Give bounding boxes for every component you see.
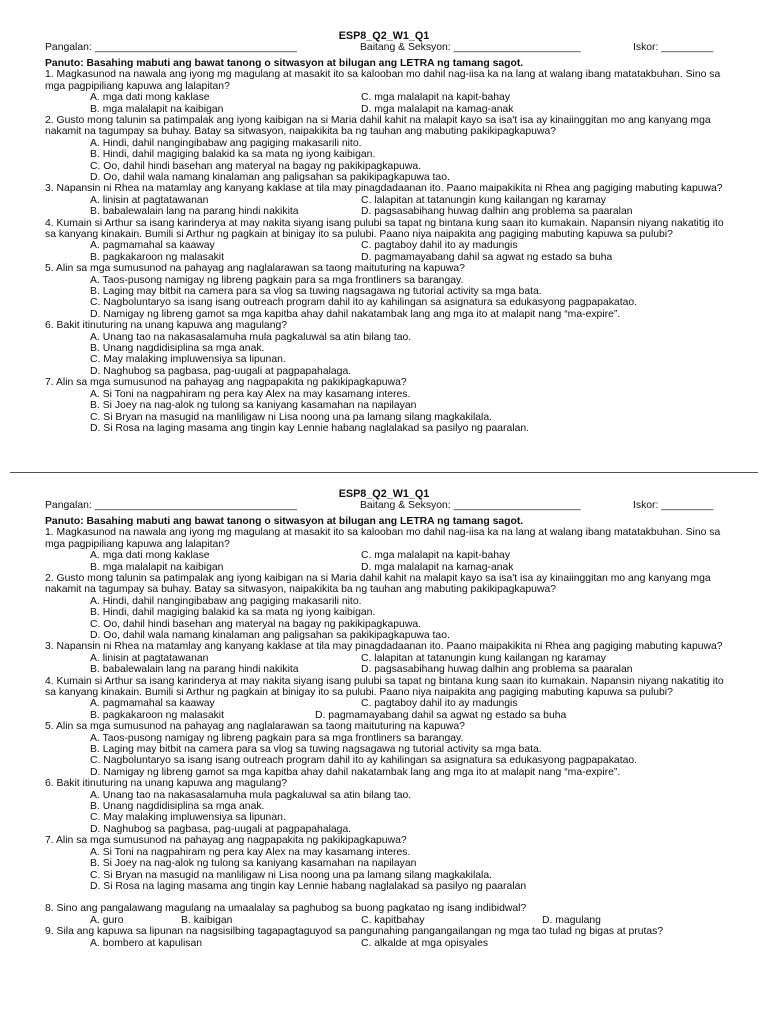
- question-9-options-row: [45, 938, 723, 949]
- option-b[interactable]: B. Unang nagdidisiplina sa mga anak.: [90, 801, 265, 813]
- question-3-options-row-2: [45, 206, 723, 217]
- option-c[interactable]: C. lalapitan at tatanungin kung kailangan ng karamay: [361, 652, 606, 664]
- question-2-text: 2. Gusto mong talunin sa patimpalak ang iyong kaibigan na si Maria dahil kahit na malapit kayo sa isa't isa ay kinaiinggitan mo ang kanyang mga: [45, 573, 711, 584]
- option-a[interactable]: A. mga dati mong kaklase: [90, 550, 210, 562]
- option-a[interactable]: A. Unang tao na nakasasalamuha mula pagkaluwal sa atin bilang tao.: [90, 789, 412, 801]
- question-4-options-row-1: [45, 698, 723, 709]
- option-c[interactable]: C. Oo, dahil hindi basehan ang materyal na bagay ng pakikipagkapuwa.: [90, 618, 421, 630]
- question-4-text: 4. Kumain si Arthur sa isang karinderya at may nakita siyang isang pulubi sa tapat ng bintana kung saan ito kumakain. Napansin niyang nakatitig ito: [45, 675, 724, 687]
- option-c[interactable]: C. Si Bryan na masugid na manliligaw ni Lisa noong una pa lamang silang magkakilala.: [90, 411, 493, 423]
- question-4-options-row-1: [45, 240, 723, 251]
- question-6-text: 6. Bakit itinuturing na unang kapuwa ang magulang?: [45, 320, 288, 332]
- option-c[interactable]: C. May malaking impluwensiya sa lipunan.: [90, 812, 286, 824]
- option-a[interactable]: A. Si Toni na nagpahiram ng pera kay Alex na may kasamang interes.: [90, 388, 411, 400]
- option-b[interactable]: B. Hindi, dahil magiging balakid ka sa mata ng iyong kaibigan.: [90, 149, 376, 161]
- instructions: Panuto: Basahing mabuti ang bawat tanong o sitwasyon at bilugan ang LETRA ng tamang sagot.: [45, 58, 524, 69]
- option-d[interactable]: D. Si Rosa na laging masama ang tingin kay Lennie habang naglalakad sa pasilyo ng paaralan.: [90, 422, 530, 434]
- option-b[interactable]: B. mga malalapit na kaibigan: [90, 561, 224, 573]
- blank-spacer: [45, 892, 723, 903]
- option-a[interactable]: A. guro: [90, 914, 124, 926]
- option-d[interactable]: D. Oo, dahil wala namang kinalaman ang paligsahan sa pakikipagkapuwa tao.: [90, 630, 450, 642]
- score-field: Iskor: _________: [633, 42, 714, 53]
- option-d[interactable]: D. mga malalapit na kamag-anak: [361, 561, 514, 573]
- option-b[interactable]: B. mga malalapit na kaibigan: [90, 103, 224, 115]
- name-field: Pangalan: ___________________________________: [45, 42, 297, 53]
- option-b[interactable]: B. Si Joey na nag-alok ng tulong sa kaniyang kasamahan na napilayan: [90, 400, 417, 412]
- option-d[interactable]: D. Namigay ng libreng gamot sa mga kapitba ahay dahil nakatambak lang ang mga ito at malapit nang “ma-expire”.: [90, 308, 621, 320]
- question-3-text: 3. Napansin ni Rhea na matamlay ang kanyang kaklase at tila may pinagdadaanan ito. Paano maipakikita ni Rhea ang pagiging mabuting kapuwa?: [45, 641, 723, 653]
- quiz-sheet-1: [45, 30, 723, 434]
- question-3-text: 3. Napansin ni Rhea na matamlay ang kanyang kaklase at tila may pinagdadaanan ito. Paano maipakikita ni Rhea ang pagiging mabuting kapuwa?: [45, 183, 723, 195]
- option-a[interactable]: A. pagmamahal sa kaaway: [90, 698, 215, 710]
- question-4-text-cont: sa kanyang kinakain. Bumili si Arthur ng pagkain at binigay ito sa pulubi. Paano niya naipakita ang pagiging mabuting kapuwa sa pulubi?: [45, 229, 673, 241]
- option-b[interactable]: B. Si Joey na nag-alok ng tulong sa kaniyang kasamahan na napilayan: [90, 858, 417, 870]
- option-c[interactable]: C. Nagboluntaryo sa isang isang outreach program dahil ito ay kahilingan sa asignatura sa edukasyong pagpapakatao.: [90, 755, 638, 767]
- option-d[interactable]: D. Namigay ng libreng gamot sa mga kapitba ahay dahil nakatambak lang ang mga ito at malapit nang “ma-expire”.: [90, 766, 621, 778]
- question-2-text-cont: nakamit na tagumpay sa buhay. Batay sa sitwasyon, naipakikita ba ng tauhan ang mabuting pakikipagkapuwa?: [45, 584, 557, 596]
- option-b[interactable]: B. Laging may bitbit na camera para sa vlog sa tuwing nagsagawa ng tutorial activity sa mga bata.: [90, 286, 542, 298]
- question-4-options-row-2: [45, 252, 723, 263]
- question-1-options-row-2: [45, 104, 723, 115]
- quiz-title: ESP8_Q2_W1_Q1: [338, 30, 430, 42]
- question-1-text-cont: mga pagpipiliang kapuwa ang lalapitan?: [45, 538, 230, 550]
- option-b[interactable]: B. kaibigan: [181, 914, 233, 926]
- question-9-text: 9. Sila ang kapuwa sa lipunan na nagsisilbing tagapagtaguyod sa pangunahing pangangailangan ng mga tao tulad ng bigas at prutas?: [45, 926, 664, 938]
- option-c[interactable]: C. pagtaboy dahil ito ay madungis: [361, 698, 518, 710]
- option-a[interactable]: A. pagmamahal sa kaaway: [90, 240, 215, 252]
- option-d[interactable]: D. Oo, dahil wala namang kinalaman ang paligsahan sa pakikipagkapuwa tao.: [90, 172, 450, 184]
- option-c[interactable]: C. lalapitan at tatanungin kung kailangan ng karamay: [361, 194, 606, 206]
- option-a[interactable]: A. bombero at kapulisan: [90, 937, 203, 949]
- question-1-options-row-2: [45, 562, 723, 573]
- option-d[interactable]: D. Si Rosa na laging masama ang tingin kay Lennie habang naglalakad sa pasilyo ng paaralan: [90, 880, 527, 892]
- option-a[interactable]: A. mga dati mong kaklase: [90, 92, 210, 104]
- option-d[interactable]: D. pagmamayabang dahil sa agwat ng estado sa buha: [361, 251, 613, 263]
- score-field: Iskor: _________: [633, 500, 714, 511]
- question-3-options-row-1: [45, 653, 723, 664]
- quiz-sheet-2: [45, 488, 723, 949]
- question-1-text: 1. Magkasunod na nawala ang iyong mg magulang at masakit ito sa kalooban mo dahil nag-iisa ka na lang at walang ibang matatakbuhan. Sino sa: [45, 69, 721, 81]
- question-1-options-row-1: [45, 550, 723, 561]
- option-c[interactable]: C. Oo, dahil hindi basehan ang materyal na bagay ng pakikipagkapuwa.: [90, 160, 421, 172]
- question-1-text-cont: mga pagpipiliang kapuwa ang lalapitan?: [45, 80, 230, 92]
- option-c[interactable]: C. kapitbahay: [361, 914, 425, 926]
- option-b[interactable]: B. Laging may bitbit na camera para sa vlog sa tuwing nagsagawa ng tutorial activity sa mga bata.: [90, 744, 542, 756]
- option-c[interactable]: C. mga malalapit na kapit-bahay: [361, 550, 511, 562]
- option-c[interactable]: C. pagtaboy dahil ito ay madungis: [361, 240, 518, 252]
- option-b[interactable]: B. Unang nagdidisiplina sa mga anak.: [90, 343, 265, 355]
- option-d[interactable]: D. Naghubog sa pagbasa, pag-uugali at pagpapahalaga.: [90, 823, 352, 835]
- option-c[interactable]: C. alkalde at mga opisyales: [361, 937, 489, 949]
- header-fields: [45, 500, 723, 513]
- question-8-text: 8. Sino ang pangalawang magulang na umaalalay sa paghubog sa buong pagkatao ng isang indibidwal?: [45, 903, 527, 915]
- option-d[interactable]: D. pagmamayabang dahil sa agwat ng estado sa buha: [315, 709, 567, 721]
- option-c[interactable]: C. Nagboluntaryo sa isang isang outreach program dahil ito ay kahilingan sa asignatura sa edukasyong pagpapakatao.: [90, 297, 638, 309]
- question-4-options-row-2: [45, 710, 723, 721]
- option-d[interactable]: D. Naghubog sa pagbasa, pag-uugali at pagpapahalaga.: [90, 365, 352, 377]
- question-7-text: 7. Alin sa mga sumusunod na pahayag ang nagpapakita ng pakikipagkapuwa?: [45, 835, 407, 847]
- option-b[interactable]: B. pagkakaroon ng malasakit: [90, 251, 225, 263]
- question-2-text: 2. Gusto mong talunin sa patimpalak ang iyong kaibigan na si Maria dahil kahit na malapit kayo sa isa't isa ay kinaiinggitan mo ang kanyang mga: [45, 115, 711, 126]
- option-d[interactable]: D. pagsasabihang huwag dalhin ang problema sa paaralan: [361, 664, 633, 676]
- question-4-text: 4. Kumain si Arthur sa isang karinderya at may nakita siyang isang pulubi sa tapat ng bintana kung saan ito kumakain. Napansin niyang nakatitig ito: [45, 217, 724, 229]
- option-a[interactable]: A. Taos-pusong namigay ng libreng pagkain para sa mga frontliners sa barangay.: [90, 274, 464, 286]
- question-5-text: 5. Alin sa mga sumusunod na pahayag ang naglalarawan sa taong maituturing na kapuwa?: [45, 721, 465, 733]
- quiz-title: ESP8_Q2_W1_Q1: [338, 488, 430, 500]
- option-a[interactable]: A. Taos-pusong namigay ng libreng pagkain para sa mga frontliners sa barangay.: [90, 732, 464, 744]
- option-a[interactable]: A. Unang tao na nakasasalamuha mula pagkaluwal sa atin bilang tao.: [90, 331, 412, 343]
- question-4-text-cont: sa kanyang kinakain. Bumili si Arthur ng pagkain at binigay ito sa pulubi. Paano niya naipakita ang pagiging mabuting kapuwa sa pulubi?: [45, 687, 673, 699]
- option-b[interactable]: B. babalewalain lang na parang hindi nakikita: [90, 664, 299, 676]
- option-a[interactable]: A. linisin at pagtatawanan: [90, 652, 209, 664]
- option-d[interactable]: D. mga malalapit na kamag-anak: [361, 103, 514, 115]
- question-1-options-row-1: [45, 92, 723, 103]
- option-b[interactable]: B. babalewalain lang na parang hindi nakikita: [90, 206, 299, 218]
- instructions: Panuto: Basahing mabuti ang bawat tanong o sitwasyon at bilugan ang LETRA ng tamang sagot.: [45, 516, 524, 527]
- option-a[interactable]: A. Si Toni na nagpahiram ng pera kay Alex na may kasamang interes.: [90, 846, 411, 858]
- question-8-options-row: [45, 915, 723, 926]
- option-d[interactable]: D. pagsasabihang huwag dalhin ang problema sa paaralan: [361, 206, 633, 218]
- option-a[interactable]: A. linisin at pagtatawanan: [90, 194, 209, 206]
- grade-section-field: Baitang & Seksyon: ______________________: [360, 42, 581, 53]
- grade-section-field: Baitang & Seksyon: ______________________: [360, 500, 581, 511]
- question-7-text: 7. Alin sa mga sumusunod na pahayag ang nagpapakita ng pakikipagkapuwa?: [45, 377, 407, 389]
- option-a[interactable]: A. Hindi, dahil nangingibabaw ang pagiging makasarili nito.: [90, 595, 362, 607]
- question-3-options-row-2: [45, 664, 723, 675]
- question-2-text-cont: nakamit na tagumpay sa buhay. Batay sa sitwasyon, naipakikita ba ng tauhan ang mabuting pakikipagkapuwa?: [45, 126, 557, 138]
- question-5-text: 5. Alin sa mga sumusunod na pahayag ang naglalarawan sa taong maituturing na kapuwa?: [45, 263, 465, 275]
- option-c[interactable]: C. mga malalapit na kapit-bahay: [361, 92, 511, 104]
- option-c[interactable]: C. Si Bryan na masugid na manliligaw ni Lisa noong una pa lamang silang magkakilala.: [90, 869, 493, 881]
- header-fields: [45, 42, 723, 55]
- option-c[interactable]: C. May malaking impluwensiya sa lipunan.: [90, 354, 286, 366]
- option-b[interactable]: B. pagkakaroon ng malasakit: [90, 709, 225, 721]
- question-6-text: 6. Bakit itinuturing na unang kapuwa ang magulang?: [45, 778, 288, 790]
- question-3-options-row-1: [45, 195, 723, 206]
- option-a[interactable]: A. Hindi, dahil nangingibabaw ang pagiging makasarili nito.: [90, 137, 362, 149]
- question-1-text: 1. Magkasunod na nawala ang iyong mg magulang at masakit ito sa kalooban mo dahil nag-iisa ka na lang at walang ibang matatakbuhan. Sino sa: [45, 527, 721, 539]
- name-field: Pangalan: ___________________________________: [45, 500, 297, 511]
- cut-line-divider: [10, 472, 758, 473]
- option-b[interactable]: B. Hindi, dahil magiging balakid ka sa mata ng iyong kaibigan.: [90, 607, 376, 619]
- option-d[interactable]: D. magulang: [542, 914, 601, 926]
